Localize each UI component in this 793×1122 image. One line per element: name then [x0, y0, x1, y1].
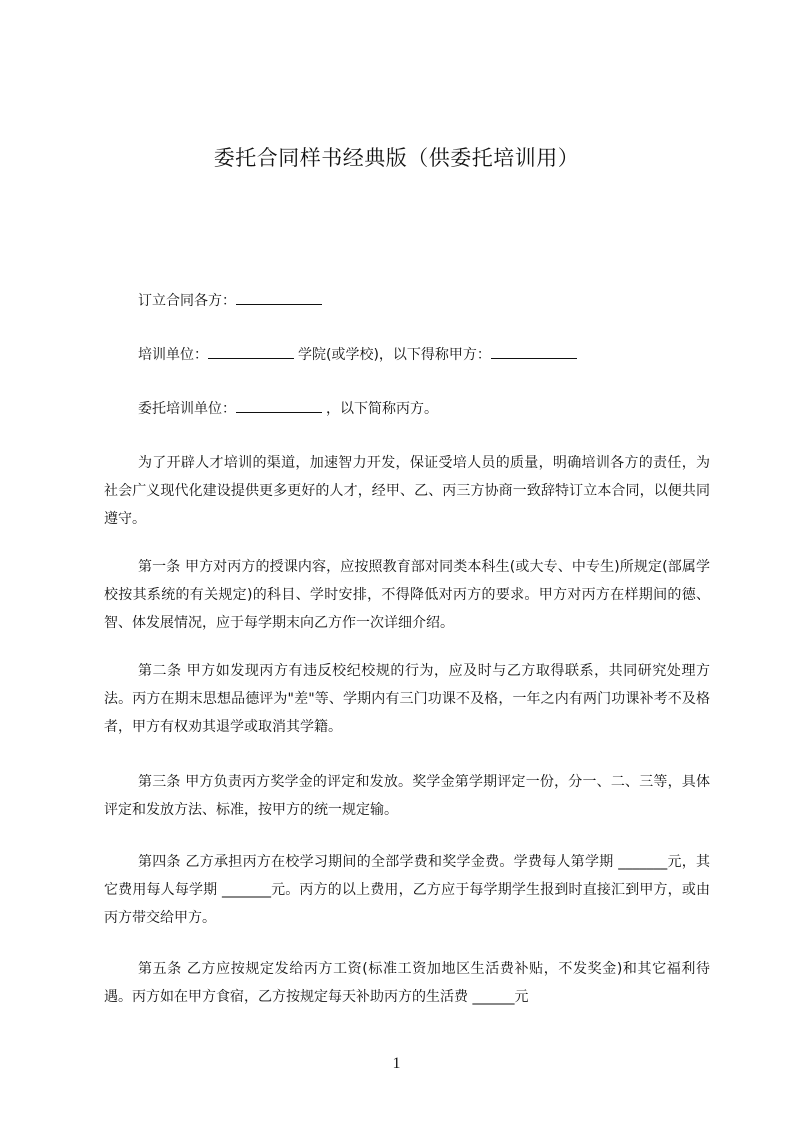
article-5-part-1: 第五条 乙方应按规定发给丙方工资(标准工资加地区生活费补贴，不发奖金)和其它福利待遇。丙方如在甲方食宿，乙方按规定每天补助丙方的生活费	[104, 961, 710, 1005]
parties-line-3	[104, 395, 710, 423]
parties-line-1	[104, 287, 710, 315]
training-unit-label: 培训单位：	[138, 347, 208, 363]
blank-line	[236, 396, 322, 413]
article-5-blank-1: ______	[472, 989, 515, 1005]
blank-line	[491, 342, 577, 359]
article-2: 第二条 甲方如发现丙方有违反校纪校规的行为，应及时与乙方取得联系，共同研究处理方法。丙方在期末思想品德评为"差"等、学期内有三门功课不及格，一年之内有两门功课补考不及格者，甲方有权劝其退学或取消其学籍。	[104, 663, 710, 735]
article-3: 第三条 甲方负责丙方奖学金的评定和发放。奖学金第学期评定一份，分一、二、三等，具体评定和发放方法、标准，按甲方的统一规定输。	[104, 774, 710, 818]
preamble-paragraph: 为了开辟人才培训的渠道，加速智力开发，保证受培人员的质量，明确培训各方的责任，为社会广义现代化建设提供更多更好的人才，经甲、乙、丙三方协商一致辞特订立本合同，以便共同遵守。	[104, 455, 710, 527]
commissioning-unit-suffix: ，以下简称丙方。	[326, 401, 438, 417]
article-1: 第一条 甲方对丙方的授课内容，应按照教育部对同类本科生(或大专、中专生)所规定(部属学校按其系统的有关规定)的科目、学时安排，不得降低对丙方的要求。甲方对丙方在样期间的德、智、体发展情况，应于每学期末向乙方作一次详细介绍。	[104, 559, 710, 631]
article-5	[104, 955, 710, 1011]
parties-label: 订立合同各方：	[138, 293, 236, 309]
commissioning-unit-label: 委托培训单位：	[138, 401, 236, 417]
article-4-blank-2: _______	[221, 882, 271, 898]
article-4-part-2: 元，其它费用每人每学期	[104, 854, 710, 898]
document-title: 委托合同样书经典版（供委托培训用）	[213, 146, 580, 170]
article-4-part-3: 元。丙方的以上费用，乙方应于每学期学生报到时直接汇到甲方，或由丙方带交给甲方。	[104, 882, 711, 926]
blank-line	[236, 288, 322, 305]
article-4-part-1: 第四条 乙方承担丙方在校学习期间的全部学费和奖学金费。学费每人第学期	[138, 854, 614, 870]
article-4	[104, 848, 710, 932]
article-5-part-2: 元	[514, 989, 529, 1005]
page-number: 1	[392, 1055, 401, 1072]
article-4-blank-1: _______	[618, 854, 668, 870]
blank-line	[208, 342, 294, 359]
parties-line-2	[104, 341, 710, 369]
training-unit-middle: 学院(或学校)，以下得称甲方：	[298, 347, 491, 363]
